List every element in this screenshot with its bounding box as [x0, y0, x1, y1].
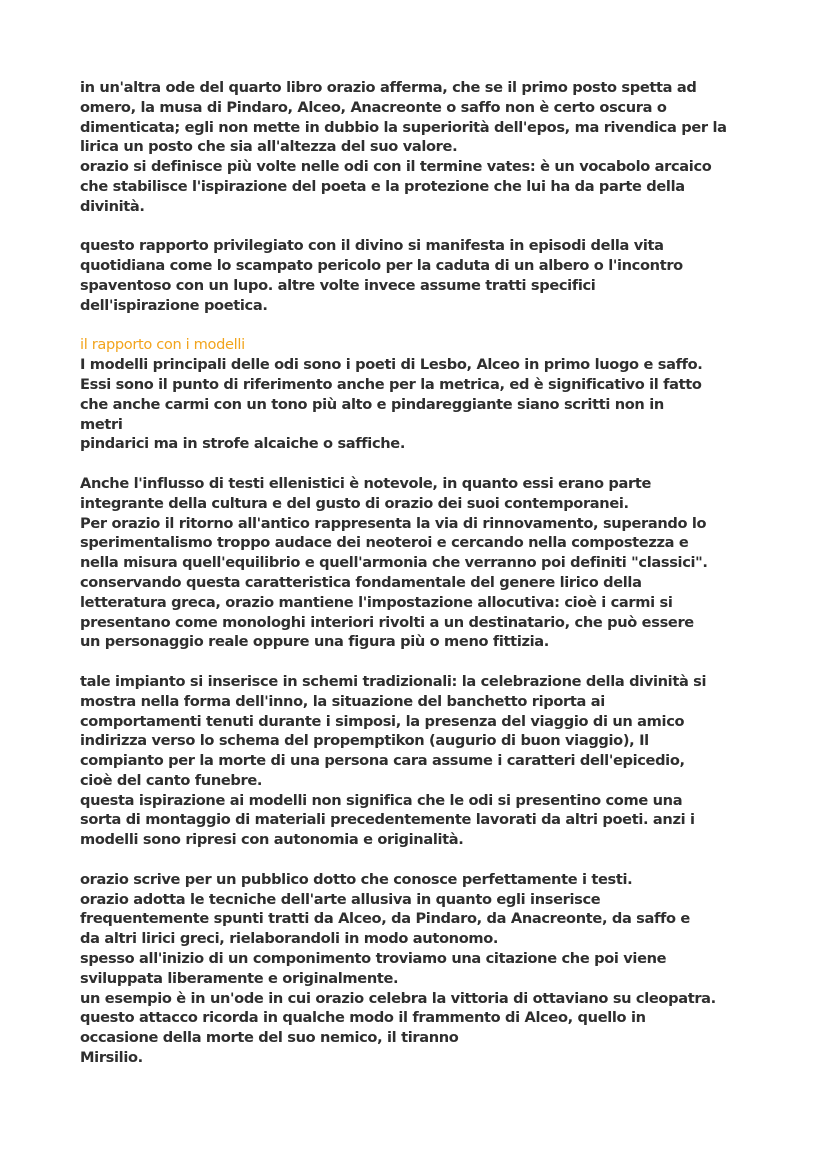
text-line: occasione della morte del suo nemico, il tiranno	[80, 1029, 459, 1047]
text-line: quotidiana come lo scampato pericolo per la caduta di un albero o l'incontro	[80, 257, 683, 275]
section-heading: il rapporto con i modelli	[80, 336, 245, 354]
text-line: un esempio è in un'ode in cui orazio celebra la vittoria di ottaviano su cleopatra.	[80, 989, 716, 1007]
text-line: omero, la musa di Pindaro, Alceo, Anacreonte o saffo non è certo oscura o	[80, 98, 667, 116]
text-line: Essi sono il punto di riferimento anche per la metrica, ed è significativo il fatto	[80, 375, 702, 393]
text-line: lirica un posto che sia all'altezza del suo valore.	[80, 138, 458, 156]
text-line: I modelli principali delle odi sono i poeti di Lesbo, Alceo in primo luogo e saffo.	[80, 356, 703, 374]
text-line: sorta di montaggio di materiali precedentemente lavorati da altri poeti. anzi i	[80, 811, 695, 829]
text-line: questa ispirazione ai modelli non significa che le odi si presentino come una	[80, 791, 683, 809]
text-line: pindarici ma in strofe alcaiche o saffiche.	[80, 435, 406, 453]
text-line: che anche carmi con un tono più alto e pindareggiante siano scritti non in	[80, 395, 664, 413]
text-line: nella misura quell'equilibrio e quell'armonia che verranno poi definiti "classici".	[80, 554, 708, 572]
text-line: Mirsilio.	[80, 1049, 143, 1067]
text-line: metri	[80, 415, 123, 433]
text-line: spesso all'inizio di un componimento troviamo una citazione che poi viene	[80, 950, 667, 968]
text-line: comportamenti tenuti durante i simposi, la presenza del viaggio di un amico	[80, 712, 685, 730]
text-line: spaventoso con un lupo. altre volte invece assume tratti specifici	[80, 276, 596, 294]
text-line: dell'ispirazione poetica.	[80, 296, 268, 314]
text-line: da altri lirici greci, rielaborandoli in modo autonomo.	[80, 930, 499, 948]
text-line: sperimentalismo troppo audace dei neoteroi e cercando nella compostezza e	[80, 534, 689, 552]
paragraph-2	[80, 236, 780, 315]
text-line: Anche l'influsso di testi ellenistici è notevole, in quanto essi erano parte	[80, 474, 652, 492]
text-line: sviluppata liberamente e originalmente.	[80, 969, 399, 987]
text-line: questo attacco ricorda in qualche modo il frammento di Alceo, quello in	[80, 1009, 646, 1027]
paragraph-3	[80, 335, 780, 454]
text-line: orazio scrive per un pubblico dotto che conosce perfettamente i testi.	[80, 870, 633, 888]
text-line: dimenticata; egli non mette in dubbio la superiorità dell'epos, ma rivendica per la	[80, 118, 727, 136]
text-line: integrante della cultura e del gusto di orazio dei suoi contemporanei.	[80, 494, 629, 512]
paragraph-spacer	[80, 217, 780, 237]
text-line: modelli sono ripresi con autonomia e originalità.	[80, 831, 464, 849]
text-line: mostra nella forma dell'inno, la situazione del banchetto riporta ai	[80, 692, 605, 710]
paragraph-spacer	[80, 652, 780, 672]
paragraph-spacer	[80, 316, 780, 336]
text-line: frequentemente spunti tratti da Alceo, da Pindaro, da Anacreonte, da saffo e	[80, 910, 690, 928]
paragraph-6	[80, 870, 780, 1068]
text-line: che stabilisce l'ispirazione del poeta e la protezione che lui ha da parte della	[80, 177, 685, 195]
text-line: orazio si definisce più volte nelle odi con il termine vates: è un vocabolo arcaico	[80, 158, 712, 176]
text-line: letteratura greca, orazio mantiene l'impostazione allocutiva: cioè i carmi si	[80, 593, 673, 611]
paragraph-spacer	[80, 454, 780, 474]
text-line: cioè del canto funebre.	[80, 771, 263, 789]
paragraph-5	[80, 672, 780, 850]
text-line: orazio adotta le tecniche dell'arte allusiva in quanto egli inserisce	[80, 890, 601, 908]
text-line: questo rapporto privilegiato con il divino si manifesta in episodi della vita	[80, 237, 664, 255]
text-line: presentano come monologhi interiori rivolti a un destinatario, che può essere	[80, 613, 694, 631]
text-line: tale impianto si inserisce in schemi tradizionali: la celebrazione della divinità si	[80, 672, 707, 690]
paragraph-spacer	[80, 850, 780, 870]
text-line: conservando questa caratteristica fondamentale del genere lirico della	[80, 573, 642, 591]
text-line: indirizza verso lo schema del propemptikon (augurio di buon viaggio), Il	[80, 732, 649, 750]
document-page	[80, 78, 780, 1068]
text-line: divinità.	[80, 197, 145, 215]
text-line: in un'altra ode del quarto libro orazio afferma, che se il primo posto spetta ad	[80, 79, 697, 96]
paragraph-1	[80, 78, 780, 217]
text-line: Per orazio il ritorno all'antico rappresenta la via di rinnovamento, superando lo	[80, 514, 707, 532]
text-line: compianto per la morte di una persona cara assume i caratteri dell'epicedio,	[80, 752, 685, 770]
text-line: un personaggio reale oppure una figura più o meno fittizia.	[80, 633, 549, 651]
paragraph-4	[80, 474, 780, 652]
